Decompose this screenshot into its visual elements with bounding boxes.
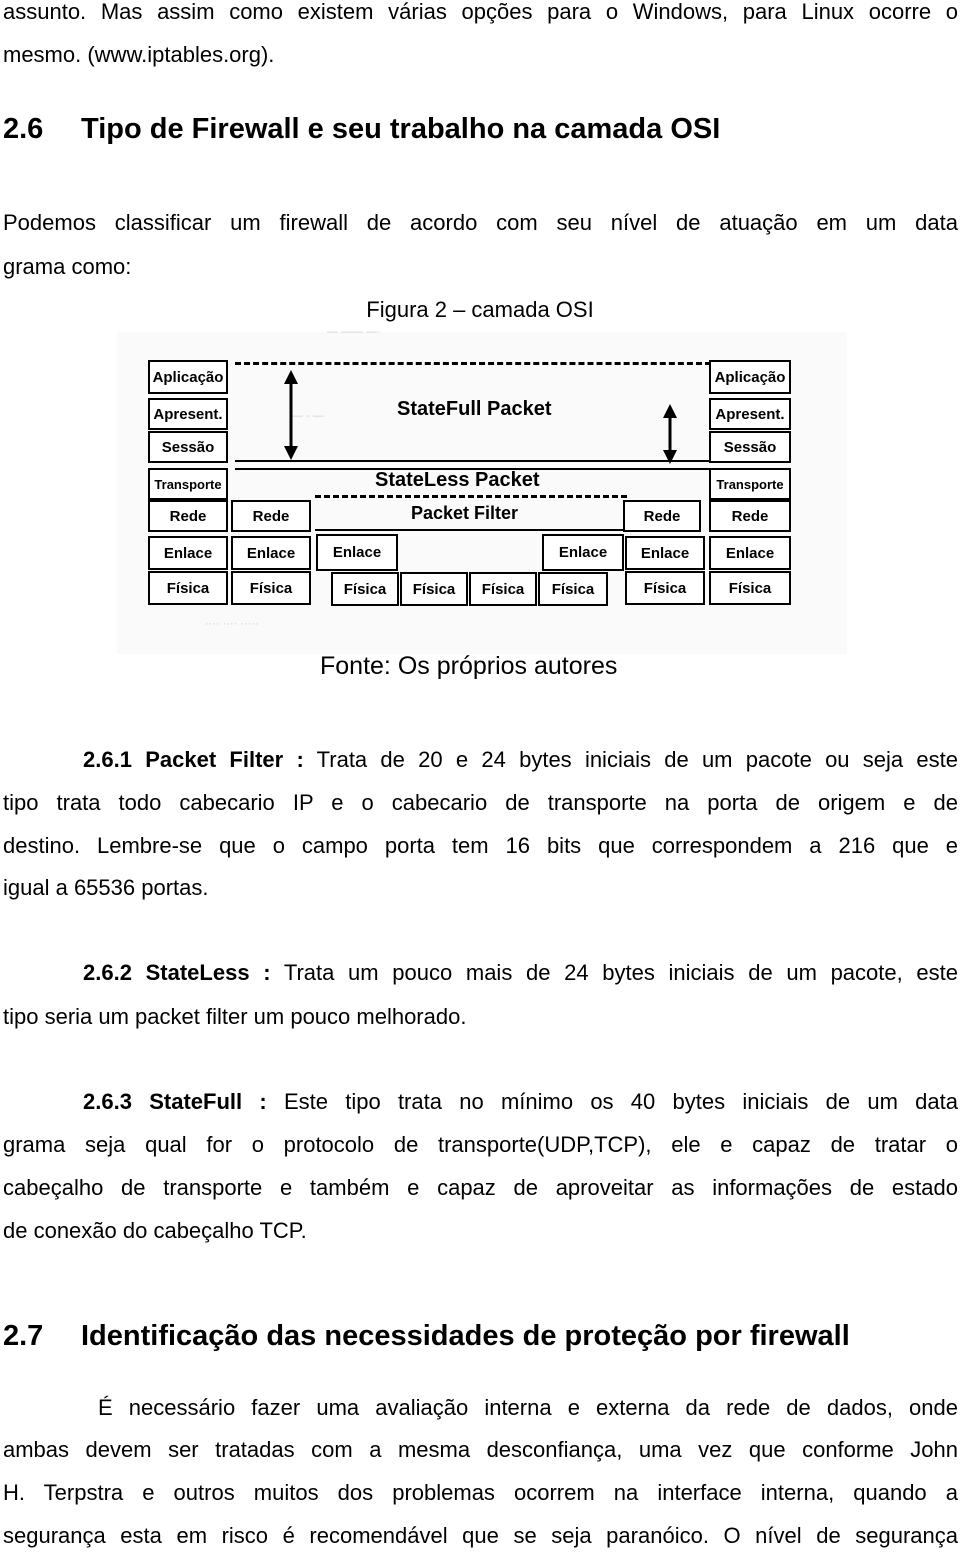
packet-filter-bottom-line <box>315 529 627 531</box>
p27-line-1: É necessário fazer uma avaliação interna e externa da rede de dados, onde <box>98 1395 958 1420</box>
scan-artifact: ···· ···· ····· <box>205 618 259 630</box>
osi-diagram <box>117 326 847 654</box>
scan-artifact: — - — <box>292 410 324 422</box>
left-osi-layer-transporte: Transporte <box>148 468 228 500</box>
mid-fisica-1: Física <box>331 572 399 606</box>
figure-caption: Figura 2 – camada OSI <box>366 297 594 322</box>
statefull-dashed-line <box>235 362 711 365</box>
s263-number: 2.6.3 <box>83 1089 132 1114</box>
classify-line-1: Podemos classificar um firewall de acordo com seu nível de atuação em um data <box>3 210 958 235</box>
section-title: Tipo de Firewall e seu trabalho na camada OSI <box>81 113 721 145</box>
section-heading-2-7 <box>3 1320 850 1353</box>
right-osi-layer-enlace: Enlace <box>709 536 791 570</box>
s263-line-3: cabeçalho de transporte e também e capaz de aproveitar as informações de estado <box>3 1175 958 1200</box>
right-osi-layer-aplicacao: Aplicação <box>709 360 791 394</box>
section-title: Identificação das necessidades de proteção por firewall <box>81 1320 850 1352</box>
stateless-label: StateLess Packet <box>375 469 540 491</box>
intro-line-2: mesmo. (www.iptables.org). <box>3 42 275 67</box>
s263-line-4: de conexão do cabeçalho TCP. <box>3 1218 307 1243</box>
right-double-arrow-icon <box>660 404 680 464</box>
right-osi-layer-rede: Rede <box>709 500 791 532</box>
router-left-enlace: Enlace <box>231 536 311 570</box>
s261-line-1 <box>83 738 958 781</box>
mid-enlace-left: Enlace <box>316 534 398 571</box>
mid-fisica-2: Física <box>400 572 468 606</box>
section-number: 2.6 <box>3 113 44 145</box>
router-right-enlace: Enlace <box>625 536 705 570</box>
s263-line-1 <box>83 1080 958 1123</box>
s261-line-4: igual a 65536 portas. <box>3 875 209 900</box>
mid-enlace-right: Enlace <box>542 534 624 571</box>
left-double-arrow-icon <box>281 370 301 460</box>
scan-artifact: — —— —· <box>327 326 381 338</box>
s262-text: Trata um pouco mais de 24 bytes iniciais de um pacote, este <box>283 960 958 985</box>
s263-text: Este tipo trata no mínimo os 40 bytes iniciais de um data <box>283 1089 958 1114</box>
left-osi-layer-aplicacao: Aplicação <box>148 360 228 394</box>
intro-line-1: assunto. Mas assim como existem várias opções para o Windows, para Linux ocorre o <box>3 0 958 24</box>
s261-term: Packet Filter : <box>145 747 304 772</box>
classify-line-2: grama como: <box>3 254 132 279</box>
s263-line-2: grama seja qual for o protocolo de transporte(UDP,TCP), ele e capaz de tratar o <box>3 1132 958 1157</box>
figure-source: Fonte: Os próprios autores <box>320 652 618 680</box>
stateless-top-line <box>235 460 711 462</box>
left-osi-layer-rede: Rede <box>148 500 228 532</box>
s262-term: StateLess : <box>145 960 271 985</box>
s261-line-2: tipo trata todo cabecario IP e o cabecario de transporte na porta de origem e de <box>3 790 958 815</box>
packet-filter-label: Packet Filter <box>411 503 519 523</box>
right-osi-layer-fisica: Física <box>709 571 791 605</box>
s262-line-2: tipo seria um packet filter um pouco melhorado. <box>3 1004 467 1029</box>
section-heading-2-6 <box>3 113 720 146</box>
right-osi-layer-sessao: Sessão <box>709 431 791 463</box>
p27-line-2: ambas devem ser tratadas com a mesma desconfiança, uma vez que conforme John <box>3 1437 958 1462</box>
p27-line-4: segurança esta em risco é recomendável que se seja paranóico. O nível de segurança <box>3 1523 958 1548</box>
router-left-rede: Rede <box>231 500 311 532</box>
router-right-rede: Rede <box>623 500 701 532</box>
s263-term: StateFull : <box>149 1089 267 1114</box>
s261-text: Trata de 20 e 24 bytes iniciais de um pacote ou seja este <box>316 747 958 772</box>
left-osi-layer-sessao: Sessão <box>148 431 228 463</box>
router-right-fisica: Física <box>625 571 705 605</box>
right-osi-layer-apresentacao: Apresent. <box>709 398 791 430</box>
mid-fisica-4: Física <box>538 572 608 606</box>
p27-line-3: H. Terpstra e outros muitos dos problemas ocorrem na interface interna, quando a <box>3 1480 958 1505</box>
left-osi-layer-fisica: Física <box>148 571 228 605</box>
section-number: 2.7 <box>3 1320 44 1352</box>
s261-line-3: destino. Lembre-se que o campo porta tem 16 bits que correspondem a 216 que e <box>3 833 958 858</box>
s262-line-1 <box>83 951 958 994</box>
router-left-fisica: Física <box>231 571 311 605</box>
stateless-dashed-line <box>315 495 627 498</box>
statefull-label: StateFull Packet <box>397 398 552 420</box>
left-osi-layer-enlace: Enlace <box>148 536 228 570</box>
left-osi-layer-apresentacao: Apresent. <box>148 398 228 430</box>
s261-number: 2.6.1 <box>83 747 132 772</box>
mid-fisica-3: Física <box>469 572 537 606</box>
right-osi-layer-transporte: Transporte <box>709 468 791 500</box>
s262-number: 2.6.2 <box>83 960 132 985</box>
